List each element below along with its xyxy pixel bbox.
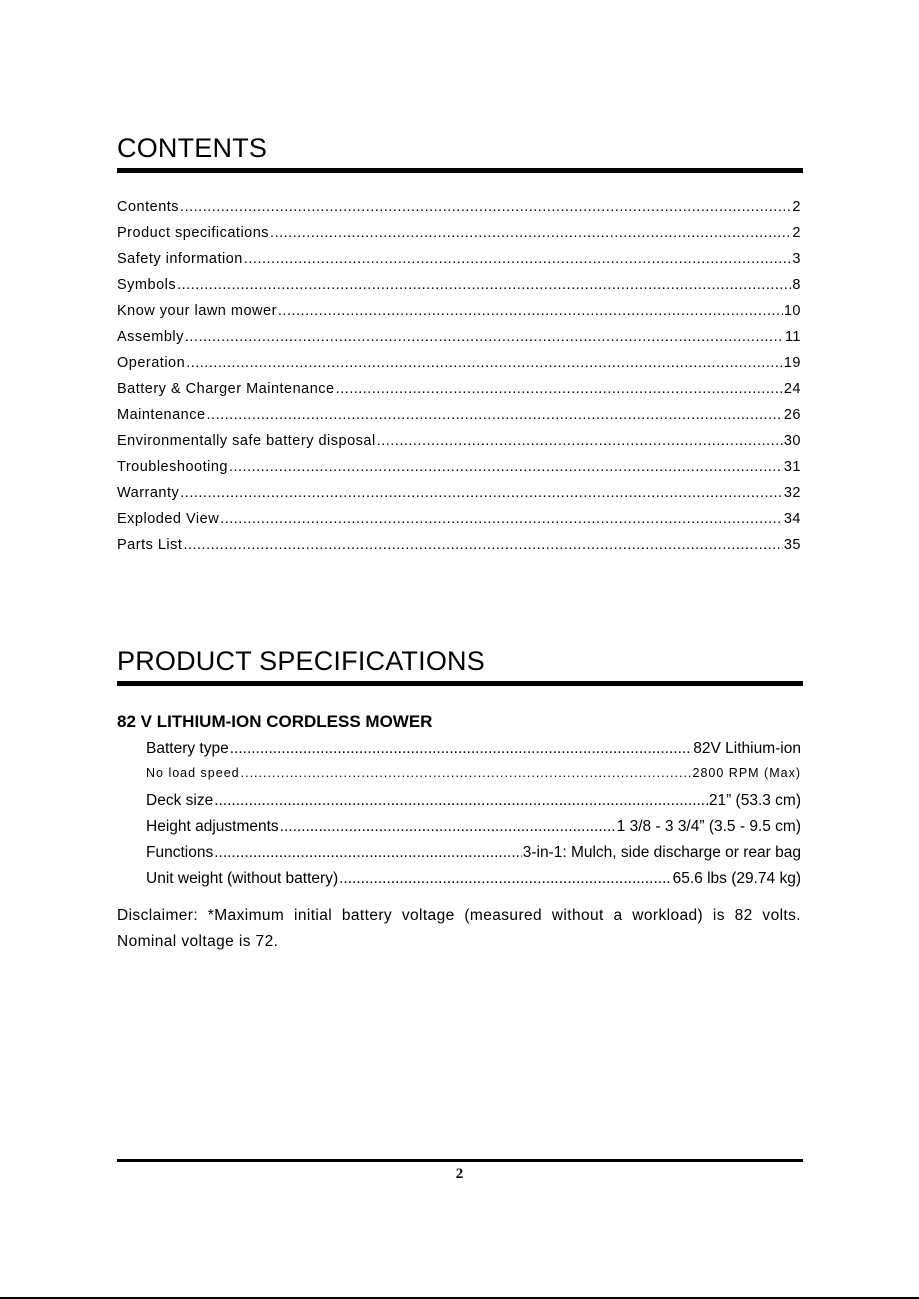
spec-label: No load speed <box>146 766 240 780</box>
toc-entry-operation[interactable] <box>117 355 801 381</box>
toc-entry-page: 2 <box>792 199 801 215</box>
spec-value: 1 3/8 - 3 3/4” (3.5 - 9.5 cm) <box>616 818 801 835</box>
toc-entry-product-specifications[interactable] <box>117 225 801 251</box>
toc-entry-title: Symbols <box>117 277 177 293</box>
toc-entry-title: Battery & Charger Maintenance <box>117 381 335 397</box>
spec-unit-weight <box>146 870 801 896</box>
toc-entry-page: 2 <box>792 225 801 241</box>
spec-leader-dots <box>280 818 616 836</box>
disclaimer-text: Disclaimer: *Maximum initial battery voltage (measured without a workload) is 82 volts. Nominal voltage is 72. <box>117 907 801 950</box>
spec-label: Battery type <box>146 740 229 757</box>
toc-entry-title: Operation <box>117 355 186 371</box>
toc-leader-dots <box>336 381 783 397</box>
toc-entry-page: 35 <box>783 537 801 553</box>
toc-entry-title: Exploded View <box>117 511 220 527</box>
toc-entry-parts-list[interactable] <box>117 537 801 563</box>
toc-leader-dots <box>180 485 783 501</box>
toc-entry-troubleshooting[interactable] <box>117 459 801 485</box>
footer-rule <box>117 1159 803 1162</box>
toc-leader-dots <box>180 199 791 215</box>
spec-label: Height adjustments <box>146 818 279 835</box>
spec-value: 3-in-1: Mulch, side discharge or rear bag <box>522 844 801 861</box>
toc-entry-title: Warranty <box>117 485 180 501</box>
toc-entry-page: 8 <box>792 277 801 293</box>
toc-leader-dots <box>186 355 783 371</box>
toc-leader-dots <box>278 303 783 319</box>
toc-entry-page: 24 <box>783 381 801 397</box>
spec-value: 65.6 lbs (29.74 kg) <box>672 870 801 887</box>
toc-entry-safety-information[interactable] <box>117 251 801 277</box>
spec-functions <box>146 844 801 870</box>
toc-entry-page: 26 <box>783 407 801 423</box>
toc-leader-dots <box>229 459 783 475</box>
toc-leader-dots <box>207 407 783 423</box>
spec-label: Functions <box>146 844 214 861</box>
toc-entry-symbols[interactable] <box>117 277 801 303</box>
toc-entry-page: 11 <box>784 329 801 345</box>
toc-entry-page: 34 <box>783 511 801 527</box>
toc-entry-title: Environmentally safe battery disposal <box>117 433 376 449</box>
spec-leader-dots <box>339 870 672 888</box>
spec-leader-dots <box>241 766 692 780</box>
toc-entry-assembly[interactable] <box>117 329 801 355</box>
toc-entry-page: 3 <box>792 251 801 267</box>
toc-entry-title: Safety information <box>117 251 243 267</box>
toc-entry-title: Contents <box>117 199 180 215</box>
toc-entry-title: Troubleshooting <box>117 459 228 475</box>
toc-entry-warranty[interactable] <box>117 485 801 511</box>
spec-label: Unit weight (without battery) <box>146 870 339 887</box>
toc-entry-page: 10 <box>783 303 801 319</box>
spec-leader-dots <box>230 740 693 758</box>
spec-value: 21” (53.3 cm) <box>708 792 801 809</box>
toc-leader-dots <box>183 537 782 553</box>
spec-deck-size <box>146 792 801 818</box>
toc-entry-know-your-lawn-mower[interactable] <box>117 303 801 329</box>
toc-entry-page: 32 <box>783 485 801 501</box>
spec-value: 82V Lithium-ion <box>693 740 801 757</box>
toc-entry-battery-disposal[interactable] <box>117 433 801 459</box>
specifications-heading: PRODUCT SPECIFICATIONS <box>117 646 485 676</box>
toc-entry-maintenance[interactable] <box>117 407 801 433</box>
toc-entry-page: 30 <box>783 433 801 449</box>
toc-entry-title: Maintenance <box>117 407 206 423</box>
spec-value: 2800 RPM (Max) <box>692 766 801 780</box>
page-number: 2 <box>455 1166 464 1182</box>
toc-leader-dots <box>377 433 783 449</box>
contents-rule <box>117 168 803 173</box>
toc-entry-contents[interactable] <box>117 199 801 225</box>
toc-entry-exploded-view[interactable] <box>117 511 801 537</box>
toc-leader-dots <box>220 511 783 527</box>
specifications-list <box>146 740 801 896</box>
toc-entry-battery-charger-maintenance[interactable] <box>117 381 801 407</box>
toc-entry-page: 19 <box>783 355 801 371</box>
toc-leader-dots <box>185 329 784 345</box>
spec-label: Deck size <box>146 792 214 809</box>
spec-no-load-speed <box>146 766 801 792</box>
contents-heading: CONTENTS <box>117 133 268 163</box>
spec-height-adjustments <box>146 818 801 844</box>
toc-entry-title: Know your lawn mower <box>117 303 277 319</box>
toc-leader-dots <box>270 225 791 241</box>
specifications-rule <box>117 681 803 686</box>
product-title: 82 V LITHIUM-ION CORDLESS MOWER <box>117 712 433 731</box>
spec-battery-type <box>146 740 801 766</box>
toc-leader-dots <box>244 251 792 267</box>
toc-entry-page: 31 <box>783 459 801 475</box>
toc-entry-title: Product specifications <box>117 225 270 241</box>
toc-entry-title: Parts List <box>117 537 183 553</box>
table-of-contents <box>117 199 801 563</box>
toc-entry-title: Assembly <box>117 329 184 345</box>
toc-leader-dots <box>177 277 791 293</box>
spec-leader-dots <box>214 792 708 810</box>
spec-leader-dots <box>214 844 522 862</box>
